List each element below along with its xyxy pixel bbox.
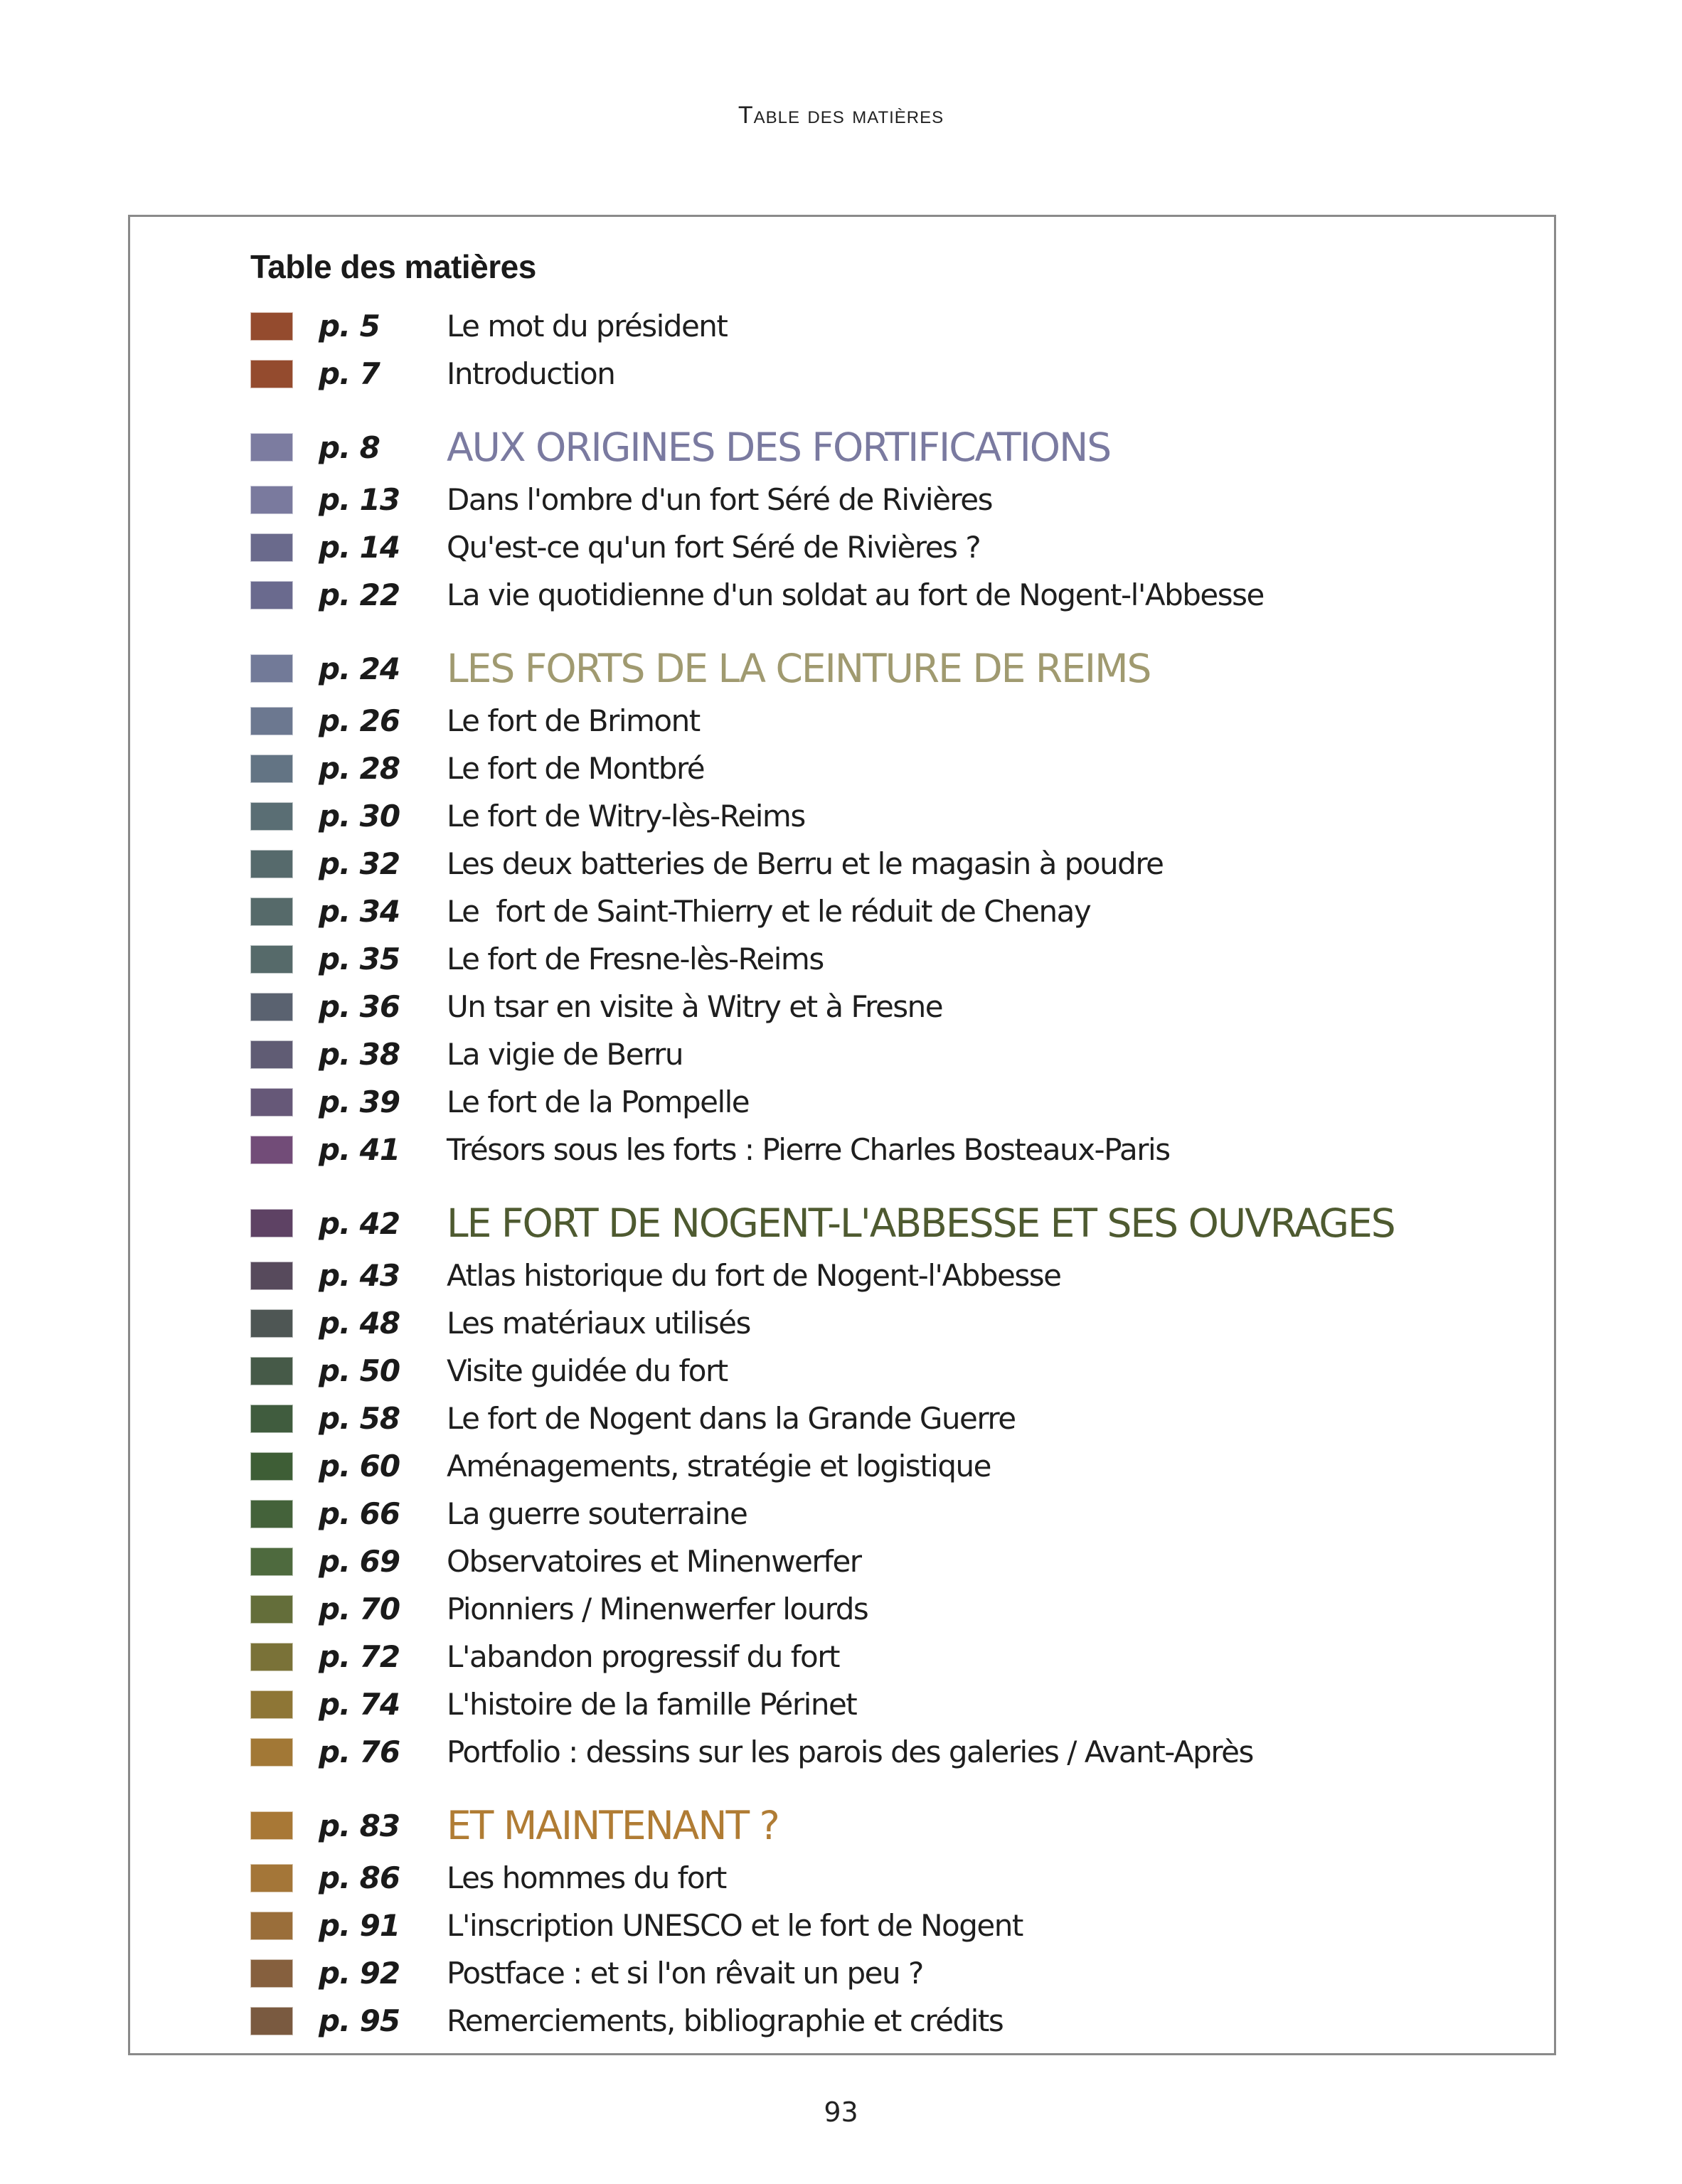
color-swatch-icon xyxy=(250,486,293,514)
toc-page-number: p. 69 xyxy=(319,1544,400,1579)
toc-entry[interactable] xyxy=(250,1126,1531,1173)
toc-page-number: p. 39 xyxy=(319,1085,400,1119)
toc-page-number: p. 36 xyxy=(319,989,400,1024)
toc-entry-title: Les hommes du fort xyxy=(447,1860,726,1895)
toc-page-number: p. 70 xyxy=(319,1592,400,1626)
toc-page-number: p. 66 xyxy=(319,1496,400,1531)
color-swatch-icon xyxy=(250,1309,293,1338)
toc-entry-title: Le mot du président xyxy=(447,309,728,343)
toc-entry[interactable] xyxy=(250,935,1531,983)
color-swatch-icon xyxy=(250,755,293,783)
toc-entry[interactable] xyxy=(250,1902,1531,1949)
toc-entry[interactable] xyxy=(250,350,1531,398)
toc-entry-title: Le fort de Fresne-lès-Reims xyxy=(447,942,824,976)
color-swatch-icon xyxy=(250,1136,293,1164)
toc-page-number: p. 14 xyxy=(319,530,400,565)
toc-page-number: p. 95 xyxy=(319,2003,400,2038)
toc-section-title: ET MAINTENANT ? xyxy=(447,1803,779,1848)
toc-entry-title: Qu'est-ce qu'un fort Séré de Rivières ? xyxy=(447,530,981,565)
toc-entry-title: Pionniers / Minenwerfer lourds xyxy=(447,1592,868,1626)
toc-entry-title: Visite guidée du fort xyxy=(447,1353,728,1388)
toc-entry-title: Le fort de Saint-Thierry et le réduit de Chenay xyxy=(447,894,1091,929)
color-swatch-icon xyxy=(250,1912,293,1940)
color-swatch-icon xyxy=(250,993,293,1021)
toc-entry-title: Le fort de la Pompelle xyxy=(447,1085,750,1119)
toc-entry-title: La guerre souterraine xyxy=(447,1496,747,1531)
toc-page-number: p. 5 xyxy=(319,309,380,343)
toc-entry[interactable] xyxy=(250,1538,1531,1585)
toc-page-number: p. 48 xyxy=(319,1306,400,1341)
color-swatch-icon xyxy=(250,1452,293,1481)
toc-entry[interactable] xyxy=(250,1078,1531,1126)
toc-entry[interactable] xyxy=(250,1585,1531,1633)
color-swatch-icon xyxy=(250,897,293,926)
color-swatch-icon xyxy=(250,360,293,388)
toc-entry[interactable] xyxy=(250,302,1531,350)
toc-page-number: p. 38 xyxy=(319,1037,400,1072)
color-swatch-icon xyxy=(250,1811,293,1840)
toc-entry-title: L'inscription UNESCO et le fort de Nogent xyxy=(447,1908,1023,1943)
color-swatch-icon xyxy=(250,1959,293,1988)
toc-entry[interactable] xyxy=(250,1633,1531,1680)
toc-page-number: p. 13 xyxy=(319,482,400,517)
color-swatch-icon xyxy=(250,1209,293,1237)
page-number: 93 xyxy=(824,2097,858,2128)
toc-page-number: p. 43 xyxy=(319,1258,400,1293)
toc-entry[interactable] xyxy=(250,1728,1531,1776)
toc-entry-title: Aménagements, stratégie et logistique xyxy=(447,1449,991,1483)
toc-entry-title: Le fort de Brimont xyxy=(447,703,700,738)
color-swatch-icon xyxy=(250,1262,293,1290)
toc-entry-title: Trésors sous les forts : Pierre Charles Bosteaux-Paris xyxy=(447,1132,1170,1167)
toc-entry[interactable] xyxy=(250,1490,1531,1538)
color-swatch-icon xyxy=(250,707,293,735)
toc-page-number: p. 28 xyxy=(319,751,400,786)
toc-page-number: p. 92 xyxy=(319,1956,400,1991)
toc-entry[interactable] xyxy=(250,697,1531,745)
running-head: Table des matières xyxy=(738,102,944,129)
toc-page-number: p. 41 xyxy=(319,1132,400,1167)
color-swatch-icon xyxy=(250,1040,293,1069)
toc-entry[interactable] xyxy=(250,888,1531,935)
toc-page-number: p. 7 xyxy=(319,356,380,391)
toc-list xyxy=(250,302,1531,2045)
toc-entry-title: Le fort de Witry-lès-Reims xyxy=(447,799,805,833)
color-swatch-icon xyxy=(250,1405,293,1433)
toc-entry[interactable] xyxy=(250,1997,1531,2045)
toc-page-number: p. 50 xyxy=(319,1353,400,1388)
toc-page-number: p. 26 xyxy=(319,703,400,738)
toc-entry[interactable] xyxy=(250,1299,1531,1347)
toc-section-heading[interactable] xyxy=(250,1797,1531,1854)
toc-entry-title: Le fort de Montbré xyxy=(447,751,705,786)
toc-page-number: p. 30 xyxy=(319,799,400,833)
color-swatch-icon xyxy=(250,433,293,462)
toc-entry[interactable] xyxy=(250,1030,1531,1078)
toc-entry-title: Un tsar en visite à Witry et à Fresne xyxy=(447,989,943,1024)
toc-entry[interactable] xyxy=(250,476,1531,523)
color-swatch-icon xyxy=(250,1643,293,1671)
toc-page-number: p. 60 xyxy=(319,1449,400,1483)
color-swatch-icon xyxy=(250,1357,293,1385)
toc-entry-title: Les matériaux utilisés xyxy=(447,1306,750,1341)
toc-entry-title: Le fort de Nogent dans la Grande Guerre xyxy=(447,1401,1016,1436)
toc-entry-title: Portfolio : dessins sur les parois des galeries / Avant-Après xyxy=(447,1735,1253,1769)
toc-page-number: p. 22 xyxy=(319,577,400,612)
toc-page-number: p. 32 xyxy=(319,846,400,881)
toc-section-heading[interactable] xyxy=(250,1195,1531,1252)
toc-entry-title: Atlas historique du fort de Nogent-l'Abbesse xyxy=(447,1258,1061,1293)
toc-entry[interactable] xyxy=(250,1680,1531,1728)
color-swatch-icon xyxy=(250,1500,293,1528)
toc-entry[interactable] xyxy=(250,1252,1531,1299)
toc-page-number: p. 58 xyxy=(319,1401,400,1436)
toc-entry-title: Les deux batteries de Berru et le magasin à poudre xyxy=(447,846,1164,881)
toc-entry[interactable] xyxy=(250,983,1531,1030)
color-swatch-icon xyxy=(250,802,293,831)
toc-page-number: p. 24 xyxy=(319,651,400,686)
toc-entry-title: La vie quotidienne d'un soldat au fort de Nogent-l'Abbesse xyxy=(447,577,1264,612)
toc-page-number: p. 91 xyxy=(319,1908,400,1943)
toc-section-title: AUX ORIGINES DES FORTIFICATIONS xyxy=(447,425,1111,470)
toc-title: Table des matières xyxy=(250,248,536,285)
color-swatch-icon xyxy=(250,1595,293,1624)
toc-section-heading[interactable] xyxy=(250,640,1531,697)
toc-page-number: p. 74 xyxy=(319,1687,400,1722)
color-swatch-icon xyxy=(250,850,293,878)
toc-section-title: LES FORTS DE LA CEINTURE DE REIMS xyxy=(447,646,1151,691)
toc-section-heading[interactable] xyxy=(250,419,1531,476)
toc-entry[interactable] xyxy=(250,1395,1531,1442)
color-swatch-icon xyxy=(250,1088,293,1117)
toc-page-number: p. 42 xyxy=(319,1205,400,1241)
color-swatch-icon xyxy=(250,533,293,562)
toc-entry[interactable] xyxy=(250,571,1531,619)
toc-page-number: p. 8 xyxy=(319,430,380,465)
toc-entry[interactable] xyxy=(250,792,1531,840)
color-swatch-icon xyxy=(250,1548,293,1576)
color-swatch-icon xyxy=(250,312,293,341)
toc-entry[interactable] xyxy=(250,745,1531,792)
color-swatch-icon xyxy=(250,945,293,974)
toc-page-number: p. 83 xyxy=(319,1808,400,1843)
color-swatch-icon xyxy=(250,2007,293,2035)
toc-entry[interactable] xyxy=(250,1442,1531,1490)
color-swatch-icon xyxy=(250,1690,293,1719)
toc-page-number: p. 86 xyxy=(319,1860,400,1895)
color-swatch-icon xyxy=(250,654,293,683)
toc-entry-title: Remerciements, bibliographie et crédits xyxy=(447,2003,1004,2038)
toc-page-number: p. 72 xyxy=(319,1639,400,1674)
toc-entry-title: La vigie de Berru xyxy=(447,1037,683,1072)
toc-entry-title: L'histoire de la famille Périnet xyxy=(447,1687,857,1722)
toc-entry[interactable] xyxy=(250,1949,1531,1997)
toc-entry[interactable] xyxy=(250,1854,1531,1902)
toc-entry-title: Introduction xyxy=(447,356,615,391)
color-swatch-icon xyxy=(250,581,293,609)
toc-entry-title: L'abandon progressif du fort xyxy=(447,1639,839,1674)
color-swatch-icon xyxy=(250,1864,293,1892)
toc-entry[interactable] xyxy=(250,840,1531,888)
toc-page-number: p. 35 xyxy=(319,942,400,976)
toc-section-title: LE FORT DE NOGENT-L'ABBESSE ET SES OUVRAGES xyxy=(447,1200,1395,1246)
toc-page-number: p. 34 xyxy=(319,894,400,929)
toc-page-number: p. 76 xyxy=(319,1735,400,1769)
toc-entry-title: Postface : et si l'on rêvait un peu ? xyxy=(447,1956,923,1991)
toc-entry-title: Dans l'ombre d'un fort Séré de Rivières xyxy=(447,482,992,517)
toc-entry[interactable] xyxy=(250,523,1531,571)
toc-entry[interactable] xyxy=(250,1347,1531,1395)
color-swatch-icon xyxy=(250,1738,293,1767)
toc-entry-title: Observatoires et Minenwerfer xyxy=(447,1544,861,1579)
